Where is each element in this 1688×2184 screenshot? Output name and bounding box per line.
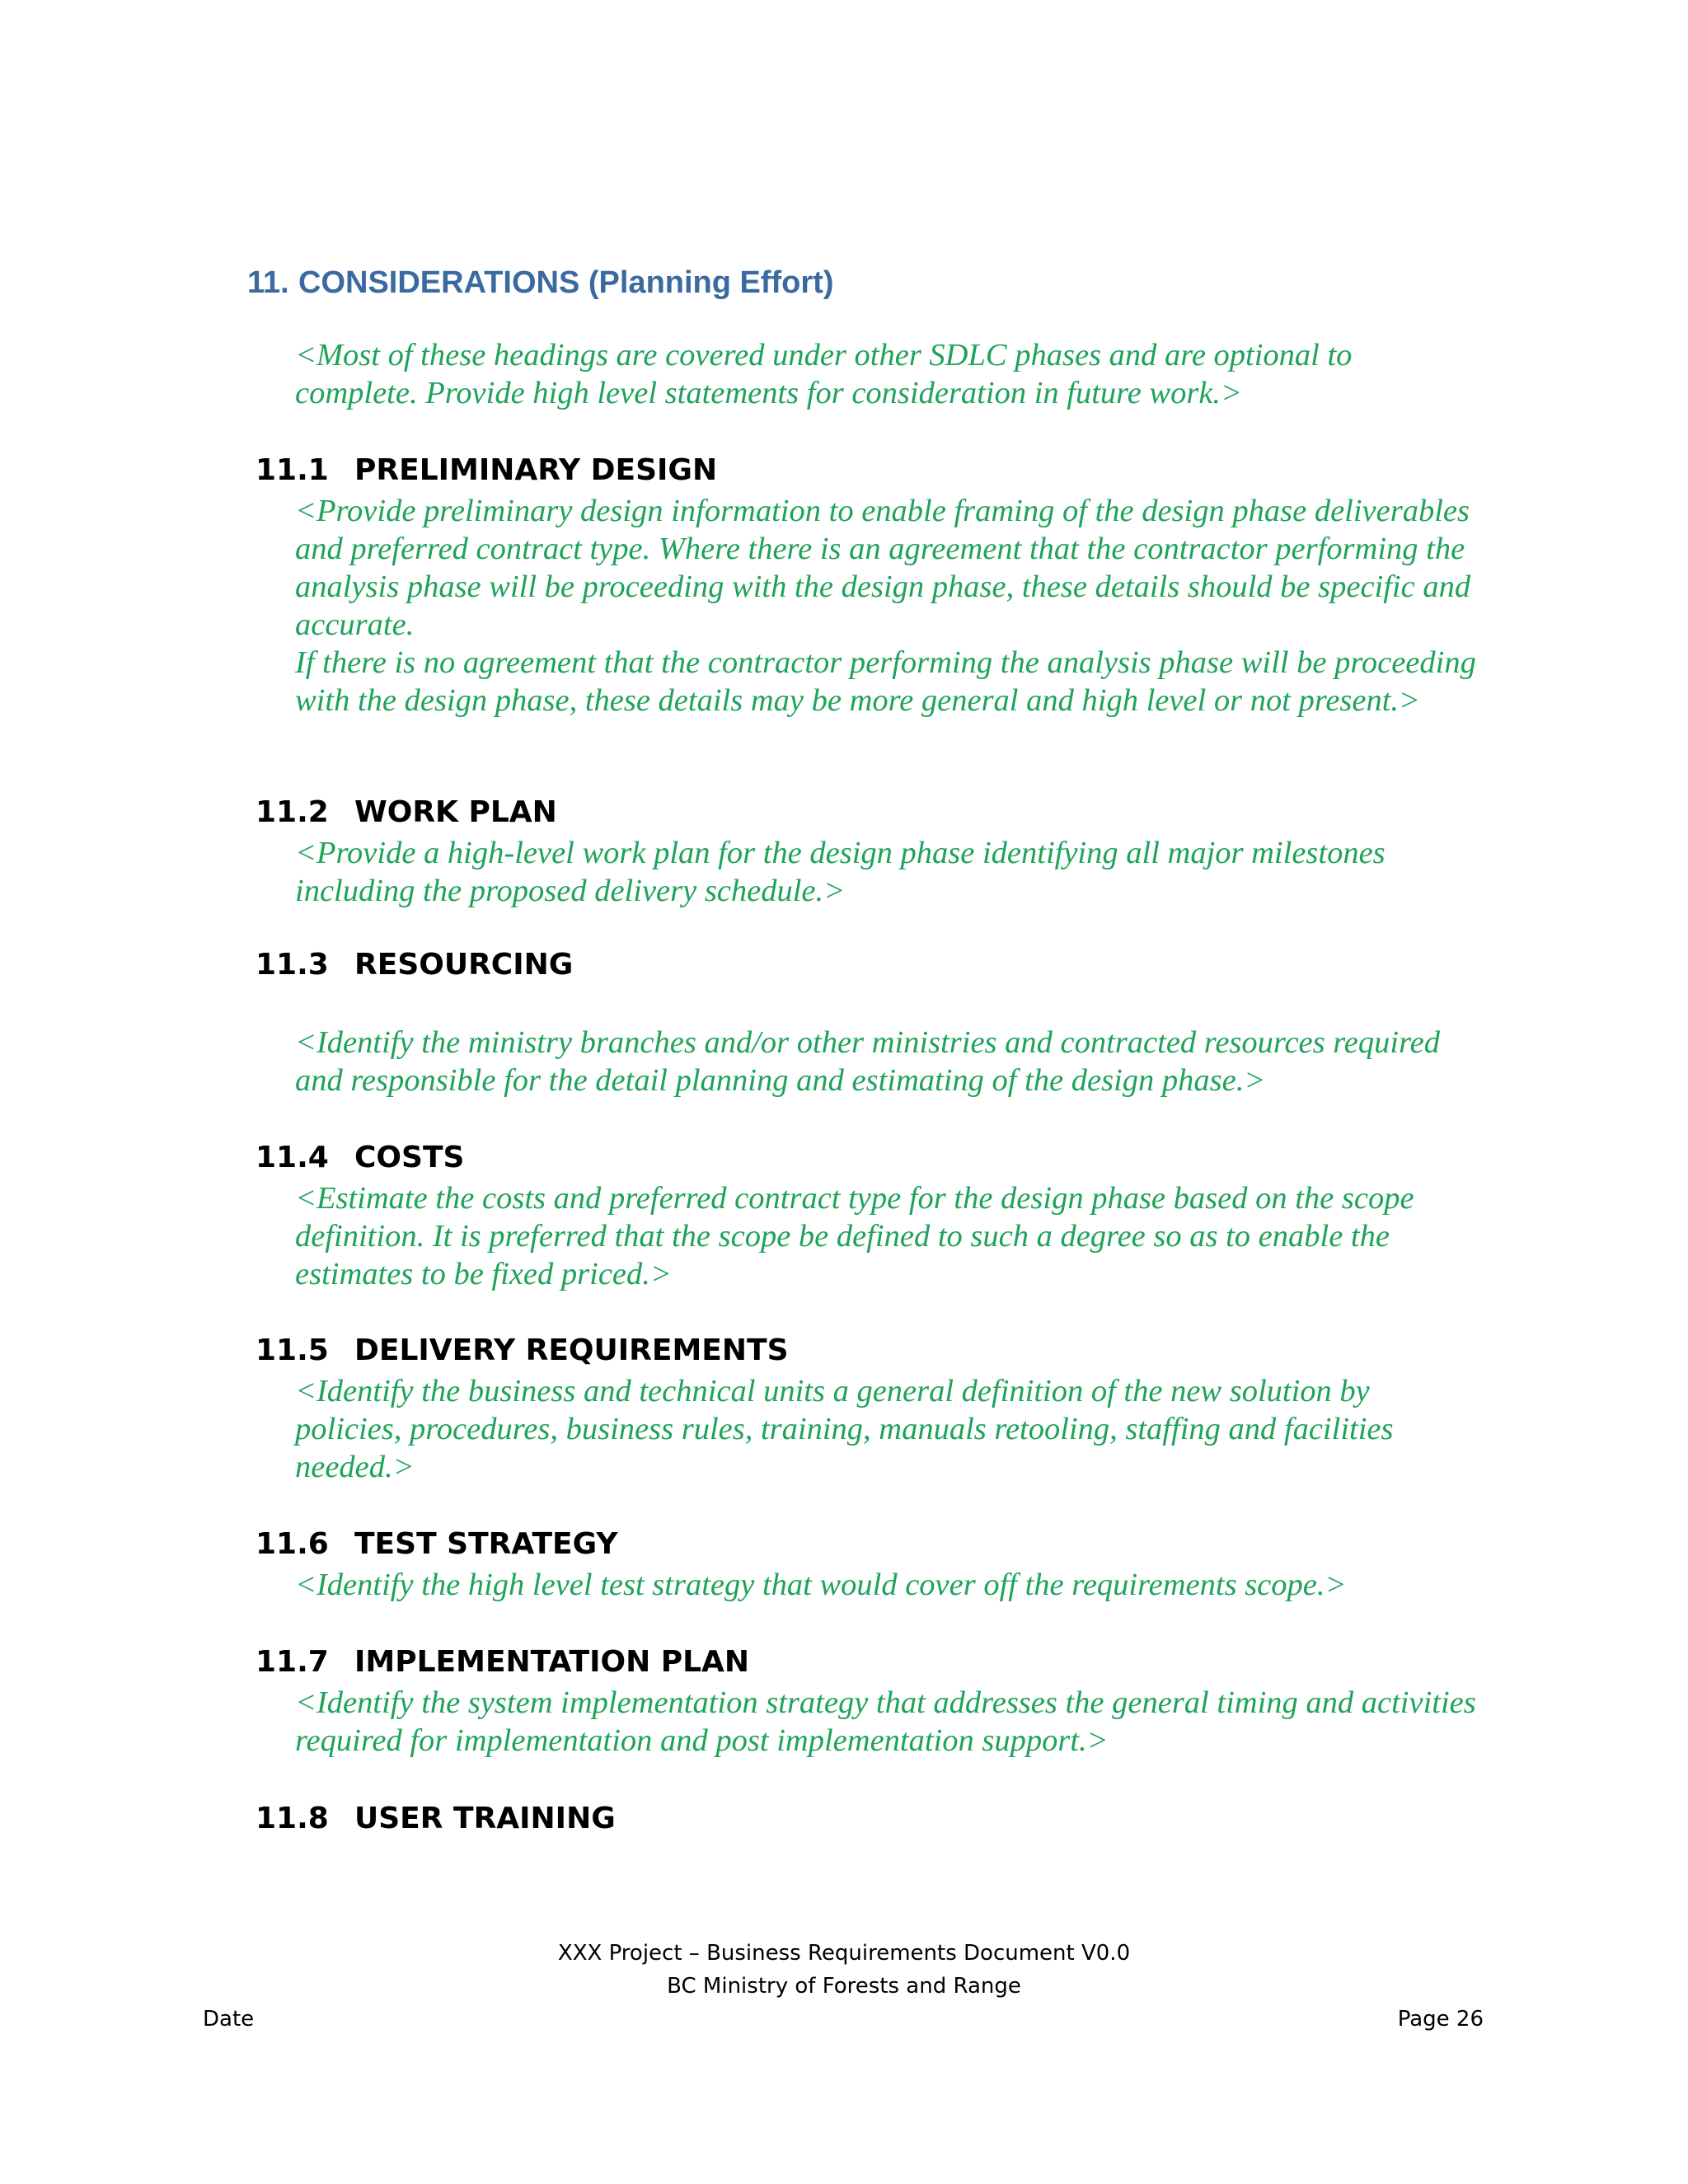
section-number: 11.5 <box>256 1333 329 1367</box>
guidance-paragraph: <Identify the business and technical units a general definition of the new solution by policies, procedures, business rules, training, manuals retooling, staffing and facilities needed.> <box>295 1374 1394 1484</box>
section-guidance-work-plan <box>295 834 1482 910</box>
section-number: 11.8 <box>256 1802 329 1835</box>
guidance-paragraph: <Estimate the costs and preferred contract type for the design phase based on the scope definition. It is preferred that the scope be defined to such a degree so as to enable the estimates to be fixed priced.> <box>295 1181 1414 1291</box>
guidance-paragraph: <Identify the high level test strategy that would cover off the requirements scope.> <box>295 1568 1347 1602</box>
section-title: PRELIMINARY DESIGN <box>354 453 718 487</box>
section-heading-user-training <box>256 1800 616 1838</box>
section-guidance-implementation-plan <box>295 1684 1482 1760</box>
main-heading <box>247 262 834 303</box>
section-title: IMPLEMENTATION PLAN <box>354 1645 750 1679</box>
section-number: 11.1 <box>256 453 329 487</box>
section-guidance-test-strategy <box>295 1566 1482 1604</box>
section-guidance-delivery-requirements <box>295 1372 1482 1486</box>
section-title: USER TRAINING <box>354 1802 616 1835</box>
section-number: 11.3 <box>256 948 329 982</box>
section-heading-costs <box>256 1139 464 1177</box>
section-title: DELIVERY REQUIREMENTS <box>354 1333 789 1367</box>
footer-date: Date <box>203 2007 255 2032</box>
guidance-paragraph: <Provide a high-level work plan for the design phase identifying all major milestones including the proposed delivery schedule.> <box>295 836 1386 908</box>
footer-page-number: Page 26 <box>1397 2007 1484 2032</box>
intro-text: <Most of these headings are covered under other SDLC phases and are optional to complete. Provide high level statements for consideration in future work.> <box>295 338 1353 410</box>
main-heading-title: CONSIDERATIONS (Planning Effort) <box>298 265 834 300</box>
section-guidance-costs <box>295 1179 1482 1293</box>
section-heading-resourcing <box>256 946 573 984</box>
intro-guidance <box>295 336 1482 412</box>
section-number: 11.6 <box>256 1527 329 1561</box>
guidance-paragraph: <Provide preliminary design information to enable framing of the design phase deliverables and preferred contract type. Where there is an agreement that the contractor performing the analysis phase will be proceeding with the design phase, these details should be specific and accurate. <box>295 494 1471 642</box>
guidance-paragraph: If there is no agreement that the contractor performing the analysis phase will be proceeding with the design phase, these details may be more general and high level or not present.> <box>295 645 1476 718</box>
guidance-paragraph: <Identify the ministry branches and/or other ministries and contracted resources required and responsible for the detail planning and estimating of the design phase.> <box>295 1025 1440 1098</box>
guidance-paragraph: <Identify the system implementation strategy that addresses the general timing and activities required for implementation and post implementation support.> <box>295 1685 1476 1758</box>
section-guidance-preliminary-design <box>295 492 1482 719</box>
section-title: COSTS <box>354 1141 465 1174</box>
section-heading-delivery-requirements <box>256 1332 789 1370</box>
section-title: WORK PLAN <box>354 795 557 829</box>
footer-organization: BC Ministry of Forests and Range <box>667 1974 1021 1999</box>
section-guidance-resourcing <box>295 1024 1482 1099</box>
section-number: 11.7 <box>256 1645 329 1679</box>
section-title: RESOURCING <box>354 948 574 982</box>
section-number: 11.4 <box>256 1141 329 1174</box>
section-heading-test-strategy <box>256 1526 617 1563</box>
section-number: 11.2 <box>256 795 329 829</box>
section-heading-work-plan <box>256 794 557 832</box>
section-heading-implementation-plan <box>256 1643 749 1681</box>
footer-document-title: XXX Project – Business Requirements Document V0.0 <box>557 1941 1131 1966</box>
section-title: TEST STRATEGY <box>354 1527 618 1561</box>
section-heading-preliminary-design <box>256 452 717 490</box>
main-heading-number: 11. <box>247 265 289 300</box>
